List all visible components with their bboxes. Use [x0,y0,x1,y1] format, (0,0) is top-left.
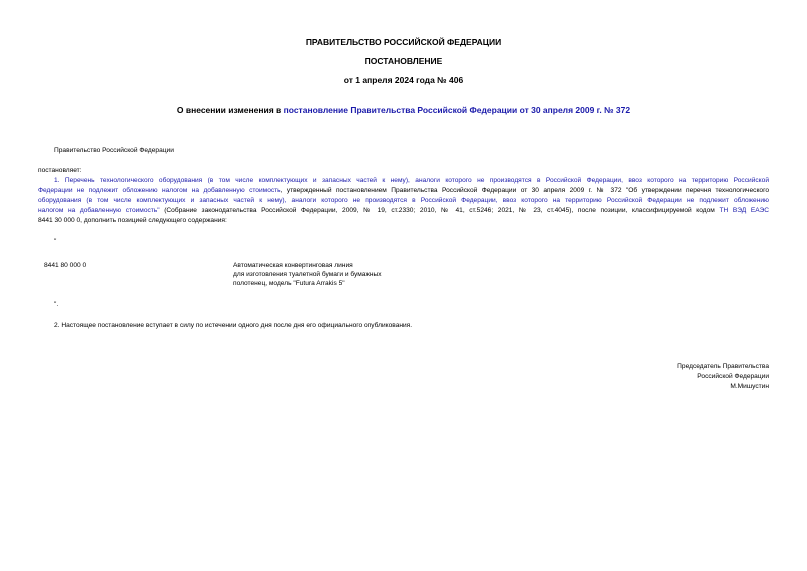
open-quote: " [54,238,57,245]
item1-line3 [38,196,769,206]
document-type: ПОСТАНОВЛЕНИЕ [364,56,443,66]
government-header: ПРАВИТЕЛЬСТВО РОССИЙСКОЙ ФЕДЕРАЦИИ [305,37,502,47]
item1-line5 [38,216,769,226]
document-title [0,105,807,116]
title-link[interactable]: постановление Правительства Российской Федерации от 30 апреля 2009 г. № 372 [283,105,631,115]
signature-position: Председатель Правительства [677,363,769,370]
signature-organization: Российской Федерации [697,373,769,380]
signature-name: М.Мишустин [730,383,769,390]
document-date-number: от 1 апреля 2024 года № 406 [343,75,464,85]
subject-text: Правительство Российской Федерации [54,147,174,154]
item1-line2 [38,186,769,196]
table-description-line: Автоматическая конвертинговая линия [233,262,353,269]
item1-link-part3[interactable]: оборудования (в том числе комплектующих и запасных частей к нему), аналоги которого не производятся в Российской Федерации, ввоз которого на территорию Российской Федерации не подлежит обложению [38,197,769,204]
item1-line1 [54,176,769,186]
table-code-cell: 8441 80 000 0 [44,262,87,269]
table-description-line: для изготовления туалетной бумаги и бумажных [233,271,382,278]
table-description-line: полотенец, модель "Futura Arrakis 5" [233,280,345,287]
decides-text: постановляет: [38,167,82,174]
tnved-link[interactable]: ТН ВЭД ЕАЭС [719,207,769,214]
title-prefix: О внесении изменения в [176,105,284,115]
item2-text: 2. Настоящее постановление вступает в силу по истечении одного дня после дня его официального опубликования. [54,322,413,329]
close-quote: ". [54,301,59,308]
item1-link-part2[interactable]: Федерации не подлежит обложению налогом на добавленную стоимость [38,187,281,194]
item1-line4 [38,206,769,216]
item1-text-part5: 8441 30 000 0, дополнить позицией следующего содержания: [38,217,227,224]
item1-link-part4[interactable]: налогом на добавленную стоимость" [38,207,160,214]
item1-link-part1[interactable]: 1. Перечень технологического оборудования (в том числе комплектующих и запасных частей к нему), аналоги которого не производятся в Российской Федерации, ввоз которого на территорию Российской [54,177,769,184]
item1-text-part4: (Собрание законодательства Российской Федерации, 2009, № 19, ст.2330; 2010, № 41, ст.5246; 2021, № 23, ст.4045), после позиции, классифицируемой кодом [159,207,720,214]
item1-text-part2: , утвержденный постановлением Правительства Российской Федерации от 30 апреля 2009 г. № 372 "Об утверждении перечня технологического [280,187,769,194]
